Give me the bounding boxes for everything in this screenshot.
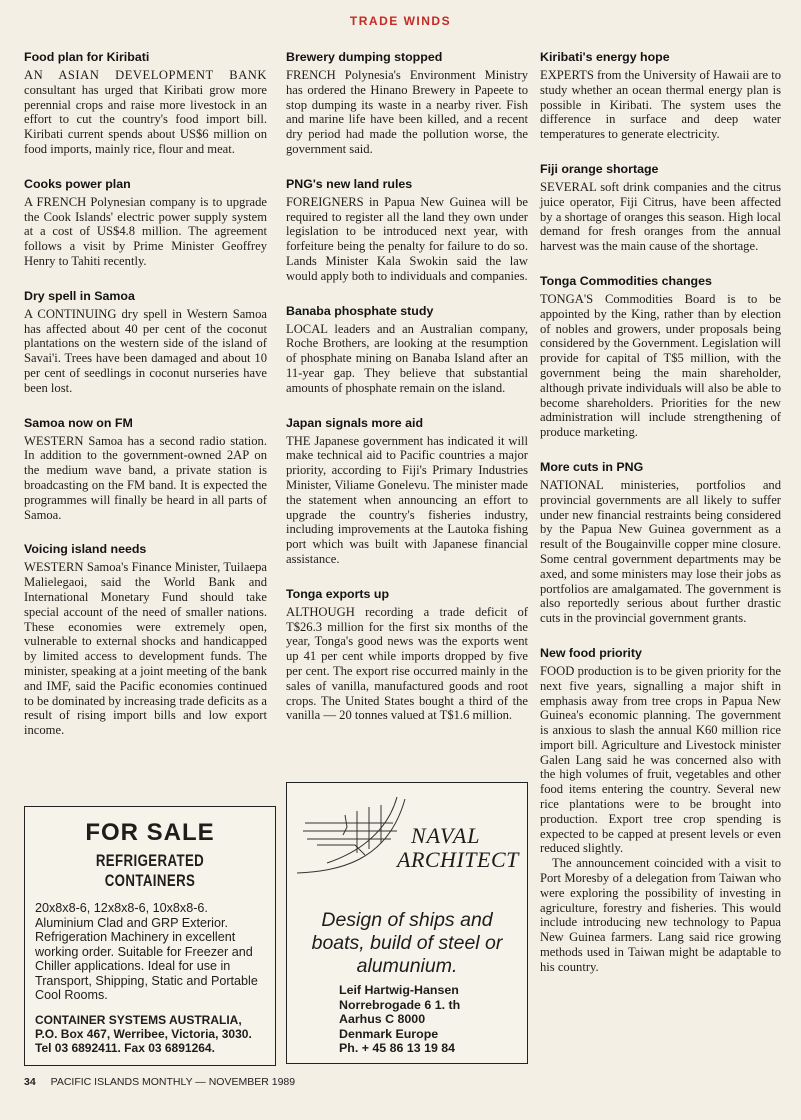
article-title: Food plan for Kiribati xyxy=(24,50,150,64)
ad-tagline: Design of ships and boats, build of steel or alumunium. xyxy=(311,909,503,977)
article-body: EXPERTS from the University of Hawaii are to study whether an ocean thermal energy plan is possible in Kiribati. The system uses the difference in surface and deep water temperatures to generate electricity. xyxy=(540,68,781,142)
article-title: Kiribati's energy hope xyxy=(540,50,670,64)
ad-phone: Tel 03 6892411. Fax 03 6891264. xyxy=(35,1040,215,1055)
article-title: Dry spell in Samoa xyxy=(24,288,135,303)
publication-line: PACIFIC ISLANDS MONTHLY — NOVEMBER 1989 xyxy=(50,1076,296,1088)
ad-city: Aarhus C 8000 xyxy=(339,1012,426,1026)
article-title: Tonga exports up xyxy=(286,586,390,601)
article-body: AN ASIAN DEVELOPMENT BANK consultant has urged that Kiribati grow more perennial crops and raise more livestock in an effort to cut the country's food import bill. Kiribati current spends about US$6 million on food imports, mainly rice, flour and meat. xyxy=(24,68,267,156)
column-3 xyxy=(540,50,781,995)
article xyxy=(24,416,267,523)
ad-address-block xyxy=(339,983,460,1056)
article-title: Cooks power plan xyxy=(24,176,131,191)
article-body: FOREIGNERS in Papua New Guinea will be required to register all the land they own under legislation to be introduced next year, with forfeiture being the penalty for failure to do so. Lands Minister Kala Swokin said the law would apply both to individuals and companies. xyxy=(286,194,528,283)
article-body: A FRENCH Polynesian company is to upgrade the Cook Islands' electric power supply system at a cost of US$4.8 million. The agreement follows a visit by Prime Minister Geoffrey Henry to Tahiti recently. xyxy=(24,194,267,268)
article xyxy=(540,50,781,142)
ad-subtitle: REFRIGERATED CONTAINERS xyxy=(95,851,205,890)
article xyxy=(540,162,781,254)
article-body: A CONTINUING dry spell in Western Samoa has affected about 40 per cent of the coconut plantations on the western side of the island of Savai'i. Trees have been damaged and about 10 per cent of seedlings in coconut nurseries have been lost. xyxy=(24,306,267,395)
article-body: ALTHOUGH recording a trade deficit of T$26.3 million for the first six months of the year, Tonga's good news was the exports went up 41 per cent while imports dropped by five per cent. The export rise occurred mainly in the sales of vanilla, manufactured goods and root crops. The United States bought a third of the vanilla — 20 tonnes valued at T$1.6 million. xyxy=(286,604,528,723)
article xyxy=(24,542,267,738)
article xyxy=(286,587,528,723)
article xyxy=(24,289,267,396)
ad-company: CONTAINER SYSTEMS AUSTRALIA, xyxy=(35,1012,242,1027)
article-body: FRENCH Polynesia's Environment Ministry has ordered the Hinano Brewery in Papeete to stop dumping its waste in a nearby river. Fish and marine life have been killed, and a recent dry period had made the pollution worse, the government said. xyxy=(286,68,528,156)
article-title: Samoa now on FM xyxy=(24,415,133,430)
article-title: Japan signals more aid xyxy=(286,415,424,430)
ad-title: FOR SALE xyxy=(85,819,215,846)
naval-architect-advertisement xyxy=(286,782,528,1064)
article xyxy=(540,460,781,626)
article xyxy=(286,304,528,396)
ad-body: 20x8x8-6, 12x8x8-6, 10x8x8-6. Aluminium Clad and GRP Exterior. Refrigeration Machinery in excellent working order. Suitable for Freezer and Chiller applications. Ideal for use in Transport, Shipping, Static and Portable Cool Rooms. xyxy=(35,901,258,1002)
article-title: Brewery dumping stopped xyxy=(286,50,443,64)
article-title: Voicing island needs xyxy=(24,542,147,557)
article xyxy=(24,50,267,157)
article xyxy=(540,274,781,440)
article xyxy=(24,177,267,269)
article-title: PNG's new land rules xyxy=(286,176,413,191)
article-body: NATIONAL ministeries, portfolios and provincial governments are all likely to suffer under new financial restraints being considered by the Papua New Guinea government as a result of the Bougainville copper mine closure. Some central government departments may be axed, and some ministers may lose their jobs as portfolios are amalgamated. The government is also reportedly serious about further drastic cuts in the provincial government grants. xyxy=(540,477,781,626)
ship-blueprint-icon xyxy=(297,793,407,883)
article-title: Tonga Commodities changes xyxy=(540,273,712,288)
article-body: TONGA'S Commodities Board is to be appointed by the King, rather than by election of nobles and growers, under proposals being considered by the Government. Legislation will provide for capital of T$5 million, with the government being the main shareholder, although private individuals will also be able to become shareholders. Priorities for the new administration will include strengthening of produce marketing. xyxy=(540,291,781,440)
article-body: SEVERAL soft drink companies and the citrus juice operator, Fiji Citrus, have been affected by a shortage of oranges this season. High local demand for fresh oranges from the annual harvest was the main cause of the shortage. xyxy=(540,179,781,254)
article-title: Banaba phosphate study xyxy=(286,303,434,318)
article xyxy=(540,646,781,975)
article xyxy=(286,177,528,284)
ad-name-line2: ARCHITECT xyxy=(397,847,519,872)
ad-street: Norrebrogade 6 1. th xyxy=(339,997,461,1012)
ad-contact-name: Leif Hartwig-Hansen xyxy=(339,983,459,997)
column-2 xyxy=(286,50,528,743)
column-1 xyxy=(24,50,267,758)
ad-country: Denmark Europe xyxy=(339,1026,439,1041)
article-body: THE Japanese government has indicated it will make technical aid to Pacific countries a major priority, according to Fiji's Primary Industries Minister, Viliame Gonelevu. The minister made the statement when announcing an effort to upgrade the country's fisheries industry, including improvements at the Lautoka fishing port which was built with Japanese financial assistance. xyxy=(286,433,528,566)
article-body: The announcement coincided with a visit to Port Moresby of a delegation from Taiwan who were exploring the possibility of investing in agriculture, forestry and fisheries. This would include introducing new technology to Papua New Guinea farmers. Lang said rice growing methods used in Taiwan might be adaptable to his country. xyxy=(540,856,781,974)
article xyxy=(286,416,528,567)
article-body: WESTERN Samoa's Finance Minister, Tuilaepa Malielegaoi, said the World Bank and International Monetary Fund should take special account of the need of smaller nations. These economies were extremely open, vulnerable to external shocks and handicapped by limited access to development funds. The minister, speaking at a joint meeting of the bank and IMF, said the Pacific economies continued to be dominated by increasing trade deficits as a result of rising import bills and low export income. xyxy=(24,560,267,738)
article-body: WESTERN Samoa has a second radio station. In addition to the government-owned 2AP on the medium wave band, a private station is broadcasting on the FM band. It is expected the programmes will finally be heard in all parts of Samoa. xyxy=(24,433,267,522)
for-sale-advertisement xyxy=(24,806,276,1066)
article-body: FOOD production is to be given priority for the next five years, signalling a major shift in emphasis away from tree crops in Papua New Guinea's economic planning. The government is anxious to slash the annual K60 million rice import bill. Agriculture and Livestock minister Galen Lang said he was concerned also with the high volumes of fruit, vegetables and other food items entering the country. Several new rice plantations were to be brought into production. Export tree crop spending is expected to be capped at present levels or even reduced slightly. xyxy=(540,663,781,856)
page-number: 34 xyxy=(24,1076,36,1088)
ad-contact xyxy=(35,1013,265,1055)
ad-phone: Ph. + 45 86 13 19 84 xyxy=(339,1041,456,1055)
ad-address: P.O. Box 467, Werribee, Victoria, 3030. xyxy=(35,1026,252,1041)
article-title: New food priority xyxy=(540,645,642,660)
ad-name-line1: NAVAL xyxy=(411,823,481,848)
page-footer xyxy=(24,1076,524,1088)
article-body: LOCAL leaders and an Australian company, Roche Brothers, are looking at the resumption of phosphate mining on Banaba Island after an 11-year gap. They believe that substantial amounts of phosphate remain on the island. xyxy=(286,321,528,395)
article-title: Fiji orange shortage xyxy=(540,161,659,176)
section-header: TRADE WINDS xyxy=(349,14,452,28)
article xyxy=(286,50,528,157)
article-title: More cuts in PNG xyxy=(540,459,644,474)
